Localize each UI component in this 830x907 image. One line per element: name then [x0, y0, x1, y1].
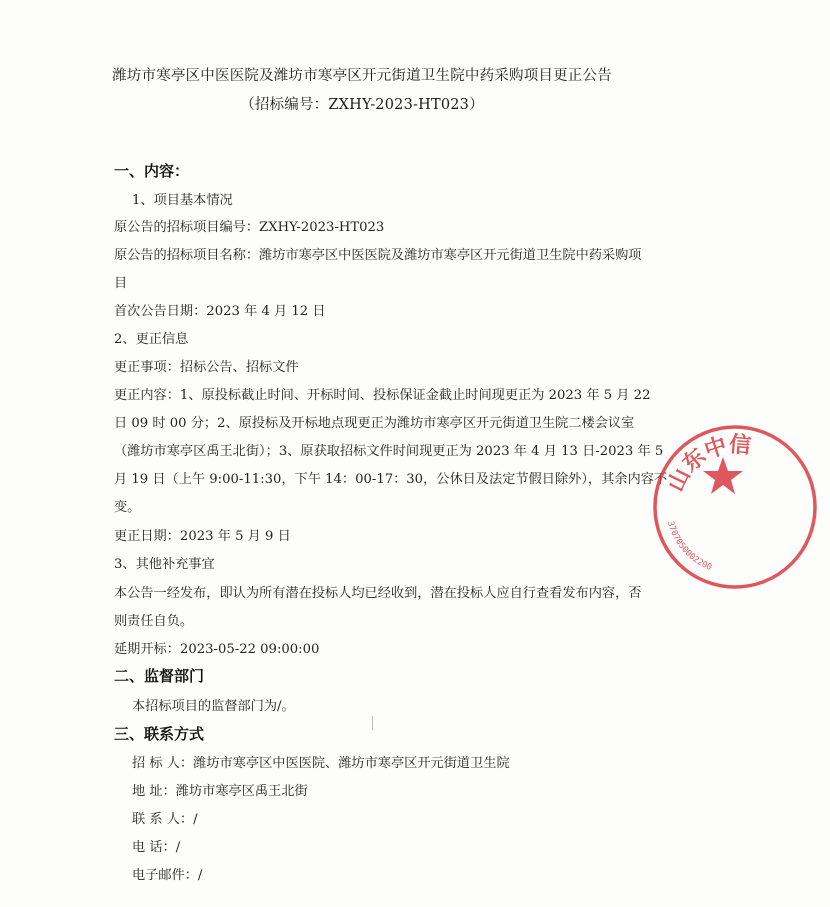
supervision-text: 本招标项目的监督部门为/。 [132, 699, 295, 714]
original-code-line: 原公告的招标项目编号：ZXHY-2023-HT023 [114, 220, 385, 235]
subsection-other-matters: 3、其他补充事宜 [114, 557, 215, 572]
contact-email: 电子邮件：/ [132, 868, 203, 883]
correction-items: 更正事项：招标公告、招标文件 [114, 360, 299, 375]
original-name-line: 原公告的招标项目名称：潍坊市寒亭区中医医院及潍坊市寒亭区开元街道卫生院中药采购项 [114, 248, 642, 263]
tender-code: （招标编号：ZXHY-2023-HT023） [240, 97, 484, 113]
correction-date: 更正日期：2023 年 5 月 9 日 [114, 529, 291, 544]
subsection-correction-info: 2、更正信息 [114, 332, 189, 347]
delayed-opening: 延期开标：2023-05-22 09:00:00 [114, 642, 320, 657]
original-name-line-cont: 目 [114, 276, 128, 291]
contact-address: 地 址：潍坊市寒亭区禹王北街 [132, 784, 308, 799]
correction-content-line-1: 更正内容：1、原投标截止时间、开标时间、投标保证金截止时间现更正为 2023 年 5 月 22 [114, 388, 651, 403]
seal-text: 山东中信 [663, 432, 753, 496]
other-matters-line-2: 则责任自负。 [114, 614, 194, 629]
correction-content-line-5: 变。 [114, 500, 141, 515]
notice-title: 潍坊市寒亭区中医医院及潍坊市寒亭区开元街道卫生院中药采购项目更正公告 [112, 68, 612, 84]
correction-content-line-2: 日 09 时 00 分；2、原投标及开标地点现更正为潍坊市寒亭区开元街道卫生院二楼会议室 [114, 416, 635, 431]
correction-content-line-3: （潍坊市寒亭区禹王北街）；3、原获取招标文件时间现更正为 2023 年 4 月 13 日-2023 年 5 [114, 444, 664, 459]
official-seal [640, 412, 830, 602]
contact-person: 联 系 人：/ [132, 812, 198, 827]
contact-bidder: 招 标 人：潍坊市寒亭区中医医院、潍坊市寒亭区开元街道卫生院 [132, 756, 510, 771]
correction-content-line-4: 月 19 日（上午 9:00-11:30，下午 14：00-17：30，公休日及法定节假日除外），其余内容不 [114, 472, 668, 487]
subsection-project-basics: 1、项目基本情况 [132, 193, 233, 208]
other-matters-line-1: 本公告一经发布，即认为所有潜在投标人均已经收到，潜在投标人应自行查看发布内容，否 [114, 586, 642, 601]
section-heading-content: 一、内容： [114, 162, 190, 180]
first-announcement-date: 首次公告日期：2023 年 4 月 12 日 [114, 304, 326, 319]
seal-number: 3707050002200 [665, 520, 714, 573]
section-heading-contact: 三、联系方式 [114, 725, 205, 743]
contact-phone: 电 话：/ [132, 840, 181, 855]
section-heading-supervision: 二、监督部门 [114, 667, 205, 685]
scan-speck [372, 716, 373, 730]
